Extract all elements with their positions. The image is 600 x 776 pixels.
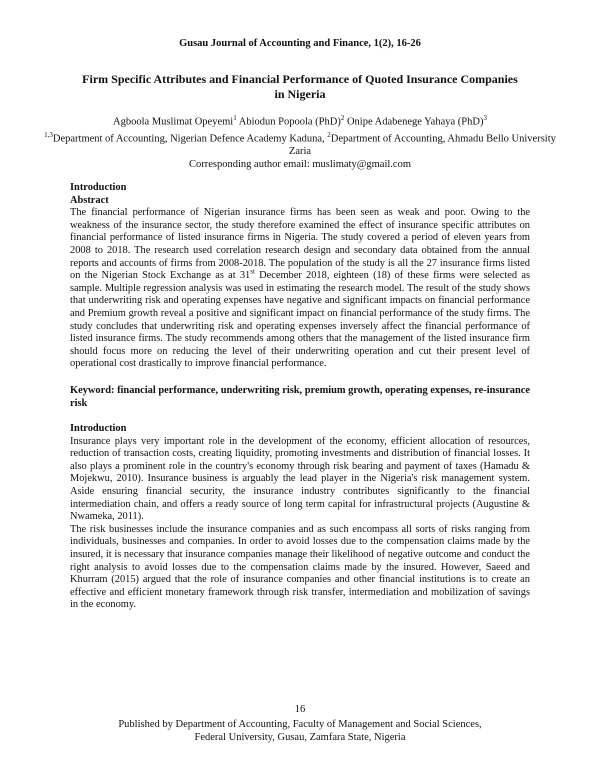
author-3: Onipe Adabenege Yahaya (PhD) xyxy=(344,116,484,128)
paper-body xyxy=(70,182,530,612)
footer-line-2: Federal University, Gusau, Zamfara State, Nigeria xyxy=(194,732,406,743)
author-2-sup: 2 xyxy=(340,114,345,122)
author-1: Agboola Muslimat Opeyemi xyxy=(113,116,234,128)
affiliations xyxy=(40,129,560,159)
affiliation-1: Department of Accounting, Nigerian Defence Academy Kaduna, xyxy=(52,133,328,144)
abstract-heading: Abstract xyxy=(70,194,109,206)
introduction-paragraph-2: The risk businesses include the insurance companies and as such encompass all sorts of risks ranging from individuals, businesses and companies. In order to avoid losses due to the compensation claims made by the insured, it is necessary that insurance companies manage their likelihood of negative outcome and conduct the right analysis to avoid losses due to the compensation claims made by the insured. However, Saeed and Khurram (2015) argued that the role of insurance companies and other financial institutions is to create an effective and efficient monetary framework through risk transfer, intermediation and mobilization of savings in the economy. xyxy=(70,523,530,611)
abstract-part-1: The financial performance of Nigerian insurance firms has been seen as weak and poor. Owing to the weakness of the insurance sector, the study therefore examined the effect of insurance specific attributes on financial performance of listed insurance firms in Nigeria. The study covered a period of eleven years from 2008 to 2018. The research used correlation research design and secondary data obtained from the annual reports and accounts of firms from 2008-2018. The population of the study is all the 27 insurance firms listed on the Nigerian Stock Exchange as at 31 xyxy=(70,207,530,282)
page-number: 16 xyxy=(294,704,306,715)
author-1-sup: 1 xyxy=(233,114,237,122)
keywords: Keyword: financial performance, underwriting risk, premium growth, operating expenses, re-insurance risk xyxy=(70,384,530,409)
affiliation-2: Department of Accounting, Ahmadu Bello University Zaria xyxy=(288,133,556,157)
abstract-superscript: st xyxy=(250,267,255,276)
author-2: Abiodun Popoola (PhD) xyxy=(236,116,341,128)
footer-line-1: Published by Department of Accounting, Faculty of Management and Social Sciences, xyxy=(118,719,482,730)
introduction-paragraph-1: Insurance plays very important role in the development of the economy, efficient allocation of resources, reduction of transaction costs, creating liquidity, promoting investments and distribution of financial losses. It also plays a prominent role in the country's economy through risk bearing and payment of taxes (Hamadu & Mojekwu, 2010). Insurance business is arguably the lead player in the Nigeria's risk management system. Aside ensuring financial security, the insurance industry contributes significantly to the financial intermediation chain, and offers a ready source of long term capital for infrastructural projects (Augustine & Nwameka, 2011). xyxy=(70,435,530,523)
paper-title: Firm Specific Attributes and Financial Performance of Quoted Insurance Companies in Nigeria xyxy=(82,72,518,101)
introduction-heading: Introduction xyxy=(70,182,127,193)
abstract-text xyxy=(70,207,530,371)
author-names xyxy=(40,112,560,129)
corresponding-email: Corresponding author email: muslimaty@gmail.com xyxy=(189,159,411,170)
affiliation-1-sup: 1,3 xyxy=(44,130,53,139)
publisher-footer xyxy=(60,718,540,744)
author-block xyxy=(40,112,560,171)
author-3-sup: 3 xyxy=(483,114,487,122)
affiliation-2-sup: 2 xyxy=(327,130,331,139)
journal-header: Gusau Journal of Accounting and Finance, 1(2), 16-26 xyxy=(179,38,421,49)
introduction-section-heading: Introduction xyxy=(70,423,127,435)
abstract-part-2: December 2018, eighteen (18) of these firms were selected as sample. Multiple regression analysis was used in estimating the research model. The result of the study shows that underwriting risk and operating expenses have negative and significant impacts on financial performance and Premium growth reveal a positive and significant impact on financial performance of the study firms. The study concludes that underwriting risk and operating expenses inversely affect the financial performance of listed insurance firms. The study recommends among others that the management of the listed insurance firm should focus more on reducing the level of their underwriting operation and cut their present level of operational cost drastically to improve financial performance. xyxy=(70,270,530,370)
